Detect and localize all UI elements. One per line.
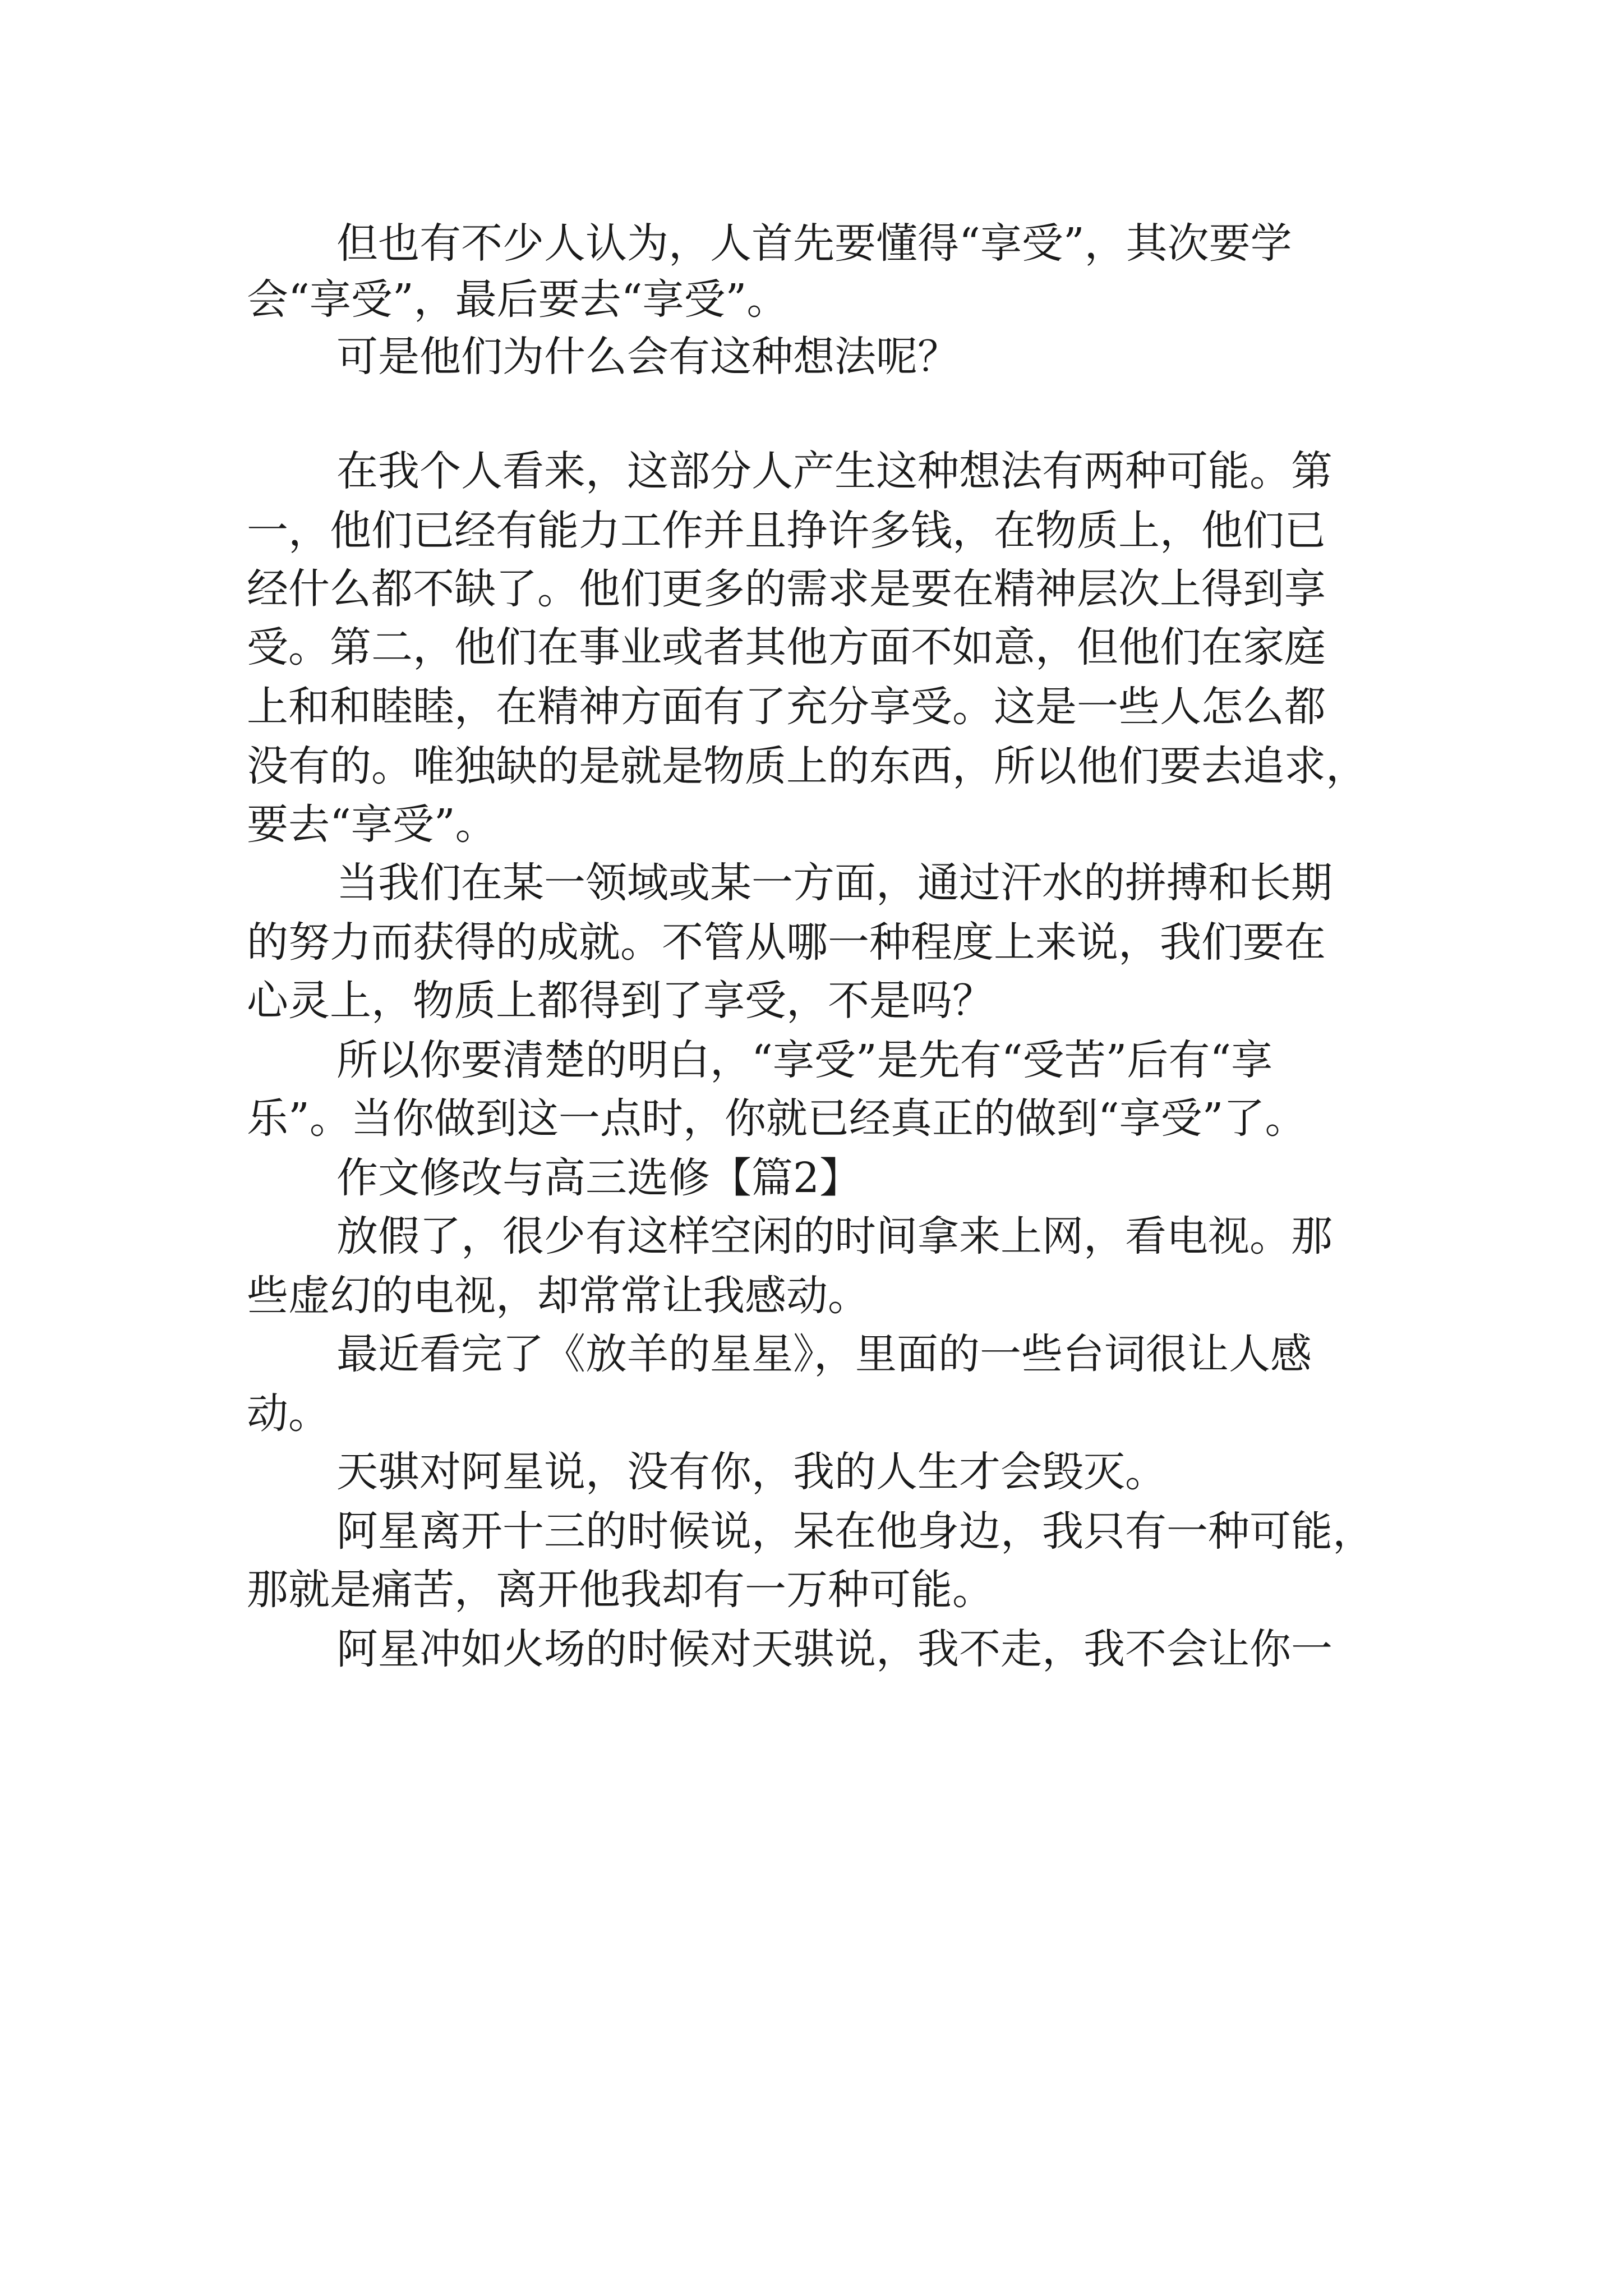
text-line: 的努力而获得的成就。不管从哪一种程度上来说，我们要在 <box>247 918 1326 967</box>
text-line: 要去“享受”。 <box>247 800 497 849</box>
text-line: 会“享受”，最后要去“享受”。 <box>247 275 789 324</box>
text-line: 些虚幻的电视，却常常让我感动。 <box>247 1272 869 1320</box>
text-line: 乐”。当你做到这一点时，你就已经真正的做到“享受”了。 <box>247 1094 1307 1143</box>
text-line: 放假了，很少有这样空闲的时间拿来上网，看电视。那 <box>336 1212 1332 1260</box>
text-line: 没有的。唯独缺的是就是物质上的东西，所以他们要去追求， <box>247 742 1367 790</box>
text-line: 在我个人看来，这部分人产生这种想法有两种可能。第 <box>336 447 1332 495</box>
text-line: 当我们在某一领域或某一方面，通过汗水的拼搏和长期 <box>336 859 1332 907</box>
text-line: 所以你要清楚的明白，“享受”是先有“受苦”后有“享 <box>336 1036 1273 1084</box>
text-line: 但也有不少人认为，人首先要懂得“享受”，其次要学 <box>336 219 1292 268</box>
text-line: 上和和睦睦，在精神方面有了充分享受。这是一些人怎么都 <box>247 683 1326 731</box>
text-line: 阿星冲如火场的时候对天骐说，我不走，我不会让你一 <box>336 1625 1332 1673</box>
text-line: 心灵上，物质上都得到了享受，不是吗？ <box>247 977 994 1025</box>
text-line: 最近看完了《放羊的星星》，里面的一些台词很让人感 <box>336 1330 1312 1378</box>
section-heading: 作文修改与高三选修【篇2】 <box>336 1154 861 1202</box>
text-line: 可是他们为什么会有这种想法呢？ <box>336 333 959 381</box>
text-line: 阿星离开十三的时候说，呆在他身边，我只有一种可能， <box>336 1507 1374 1556</box>
text-line: 经什么都不缺了。他们更多的需求是要在精神层次上得到享 <box>247 565 1326 613</box>
text-line: 受。第二，他们在事业或者其他方面不如意，但他们在家庭 <box>247 623 1326 671</box>
text-line: 一，他们已经有能力工作并且挣许多钱，在物质上，他们已 <box>247 507 1326 555</box>
text-line: 天骐对阿星说，没有你，我的人生才会毁灭。 <box>336 1448 1166 1496</box>
text-line: 那就是痛苦，离开他我却有一万种可能。 <box>247 1566 994 1614</box>
text-line: 动。 <box>247 1389 330 1438</box>
